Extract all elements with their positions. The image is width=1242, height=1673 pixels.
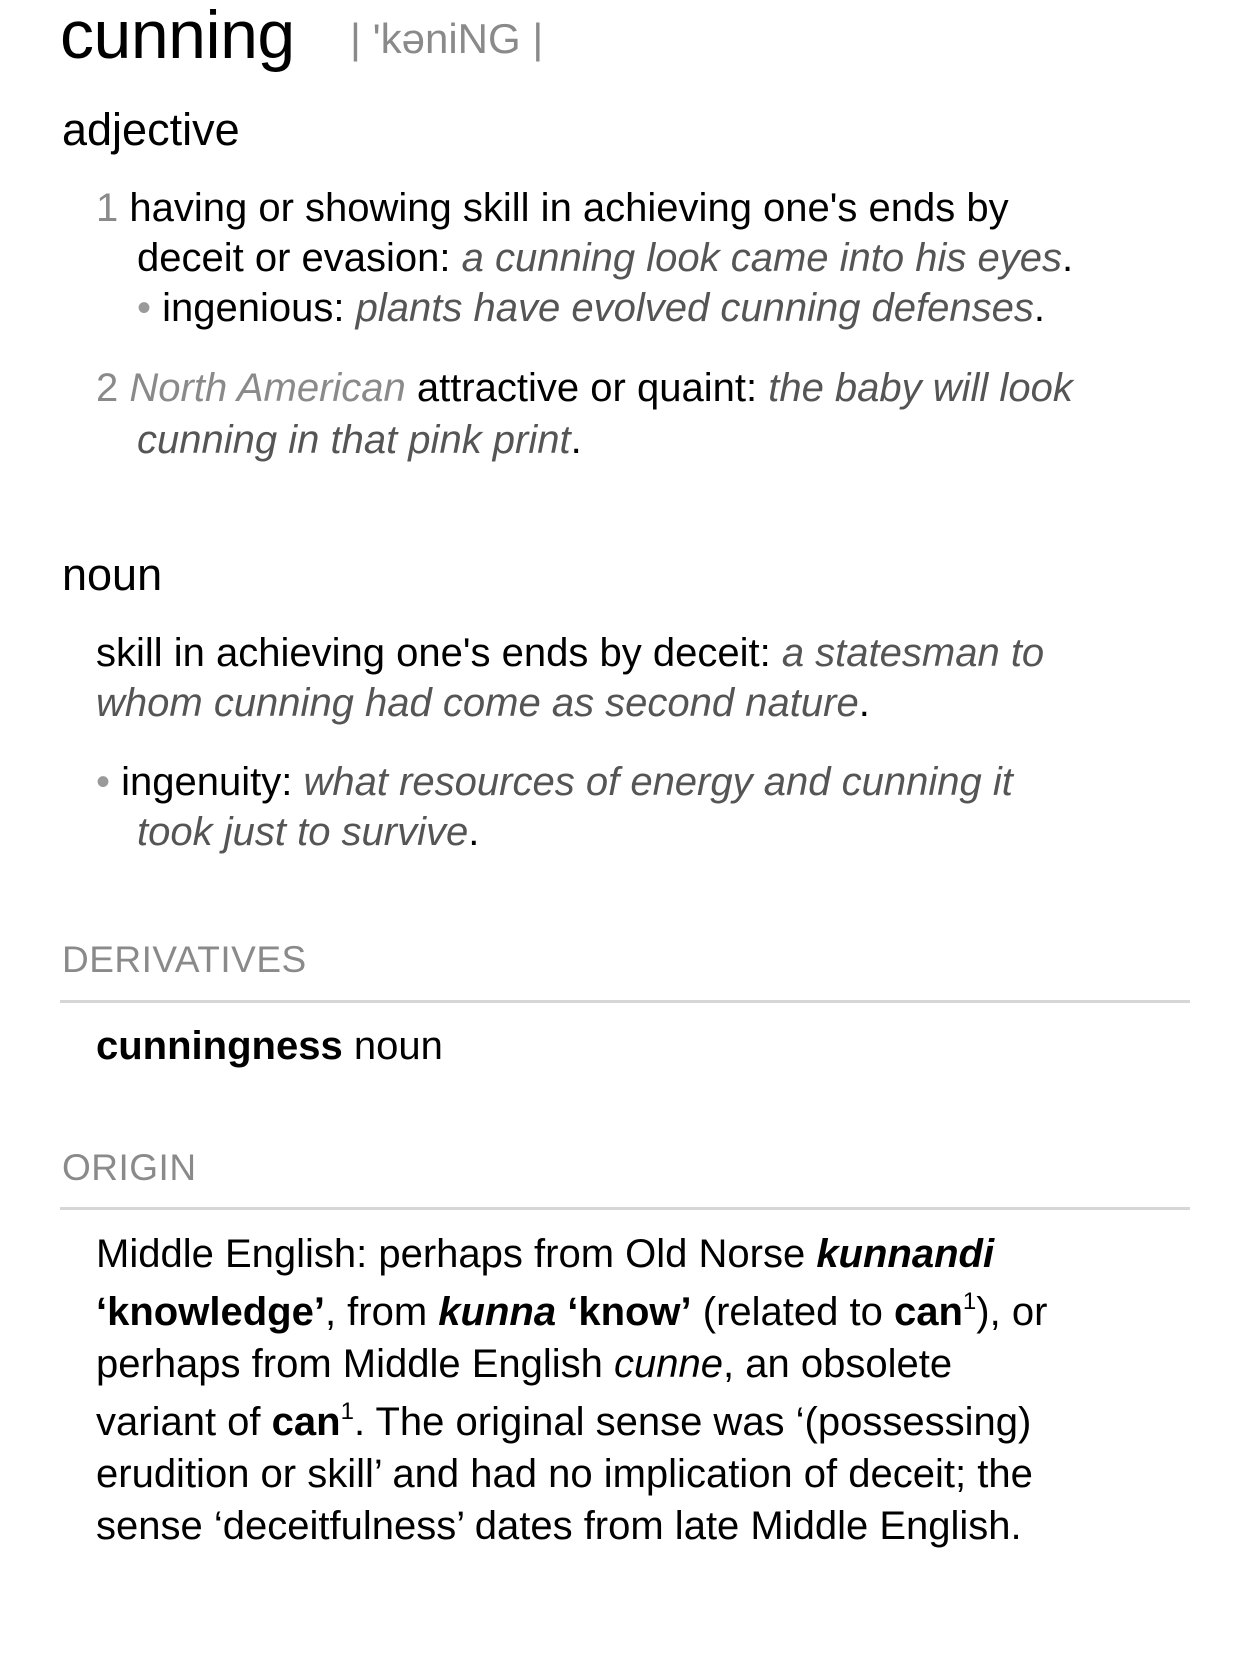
origin-line-4 bbox=[96, 1398, 1031, 1446]
period: . bbox=[858, 681, 870, 725]
derivatives-divider bbox=[60, 1000, 1190, 1003]
origin-term: cunne bbox=[614, 1342, 724, 1386]
homograph-number: 1 bbox=[340, 1398, 354, 1425]
example-text: took just to survive bbox=[137, 810, 469, 854]
derivative-word: cunningness bbox=[96, 1024, 343, 1068]
noun-sense-line-2 bbox=[96, 679, 870, 727]
noun-subsense-line-2 bbox=[137, 808, 479, 856]
definition-text: deceit or evasion: bbox=[137, 236, 451, 280]
period: . bbox=[570, 418, 582, 462]
adj-sense-2-line-1 bbox=[96, 364, 1073, 412]
origin-text: variant of bbox=[96, 1400, 272, 1444]
origin-divider bbox=[60, 1207, 1190, 1210]
origin-gloss: ‘know’ bbox=[567, 1290, 692, 1334]
period: . bbox=[468, 810, 480, 854]
headword: cunning bbox=[60, 0, 295, 73]
example-text: a cunning look came into his eyes bbox=[461, 236, 1062, 280]
origin-text bbox=[556, 1290, 567, 1334]
noun-sense-line-1 bbox=[96, 629, 1044, 677]
origin-text: , an obsolete bbox=[723, 1342, 953, 1386]
region-label: North American bbox=[129, 366, 406, 410]
bullet-icon: • bbox=[96, 760, 111, 804]
origin-text: perhaps from Middle English bbox=[96, 1342, 615, 1386]
example-text: what resources of energy and cunning it bbox=[303, 760, 1013, 804]
origin-line-2 bbox=[96, 1288, 1047, 1336]
origin-term: kunna bbox=[438, 1290, 557, 1334]
example-text: plants have evolved cunning defenses bbox=[355, 286, 1034, 330]
derivatives-heading: DERIVATIVES bbox=[62, 939, 307, 980]
origin-line-5: erudition or skill’ and had no implication of deceit; the bbox=[96, 1452, 1033, 1496]
sense-number: 2 bbox=[96, 366, 119, 410]
origin-line-3 bbox=[96, 1340, 952, 1388]
period: . bbox=[1062, 236, 1074, 280]
bullet-icon: • bbox=[137, 286, 152, 330]
definition-text: skill in achieving one's ends by deceit: bbox=[96, 631, 771, 675]
origin-line-1 bbox=[96, 1230, 994, 1278]
cross-reference-link[interactable]: can bbox=[893, 1290, 963, 1334]
pos-noun-label: noun bbox=[62, 549, 163, 600]
homograph-number: 1 bbox=[962, 1288, 977, 1315]
derivative-entry bbox=[96, 1022, 443, 1070]
derivative-pos: noun bbox=[353, 1024, 443, 1068]
definition-text: attractive or quaint: bbox=[416, 366, 758, 410]
origin-text: (related to bbox=[691, 1290, 894, 1334]
example-text: the baby will look bbox=[768, 366, 1073, 410]
origin-text: . The original sense was ‘(possessing) bbox=[353, 1400, 1032, 1444]
definition-text: ingenuity: bbox=[121, 760, 293, 804]
cross-reference-link[interactable]: can bbox=[271, 1400, 341, 1444]
definition-text: ingenious: bbox=[162, 286, 345, 330]
adj-sense-1-subsense bbox=[137, 284, 1045, 332]
noun-subsense-line-1 bbox=[96, 758, 1013, 806]
origin-line-6: sense ‘deceitfulness’ dates from late Middle English. bbox=[96, 1504, 1022, 1548]
example-text: whom cunning had come as second nature bbox=[96, 681, 859, 725]
sense-number: 1 bbox=[96, 186, 119, 230]
origin-text: Middle English: perhaps from Old Norse bbox=[96, 1232, 817, 1276]
adj-sense-1-line-1 bbox=[96, 184, 1009, 232]
pronunciation: | 'kəniNG | bbox=[350, 15, 544, 62]
period: . bbox=[1033, 286, 1046, 330]
origin-heading: ORIGIN bbox=[62, 1147, 197, 1188]
definition-text: having or showing skill in achieving one's ends by bbox=[129, 186, 1009, 230]
origin-text: , from bbox=[324, 1290, 439, 1334]
example-text: a statesman to bbox=[781, 631, 1045, 675]
origin-term: kunnandi bbox=[816, 1232, 995, 1276]
origin-gloss: ‘knowledge’ bbox=[96, 1290, 325, 1334]
adj-sense-2-line-2 bbox=[137, 416, 582, 464]
origin-text: ), or bbox=[976, 1290, 1048, 1334]
example-text: cunning in that pink print bbox=[137, 418, 571, 462]
adj-sense-1-line-2 bbox=[137, 234, 1073, 282]
pos-adjective-label: adjective bbox=[62, 104, 240, 155]
